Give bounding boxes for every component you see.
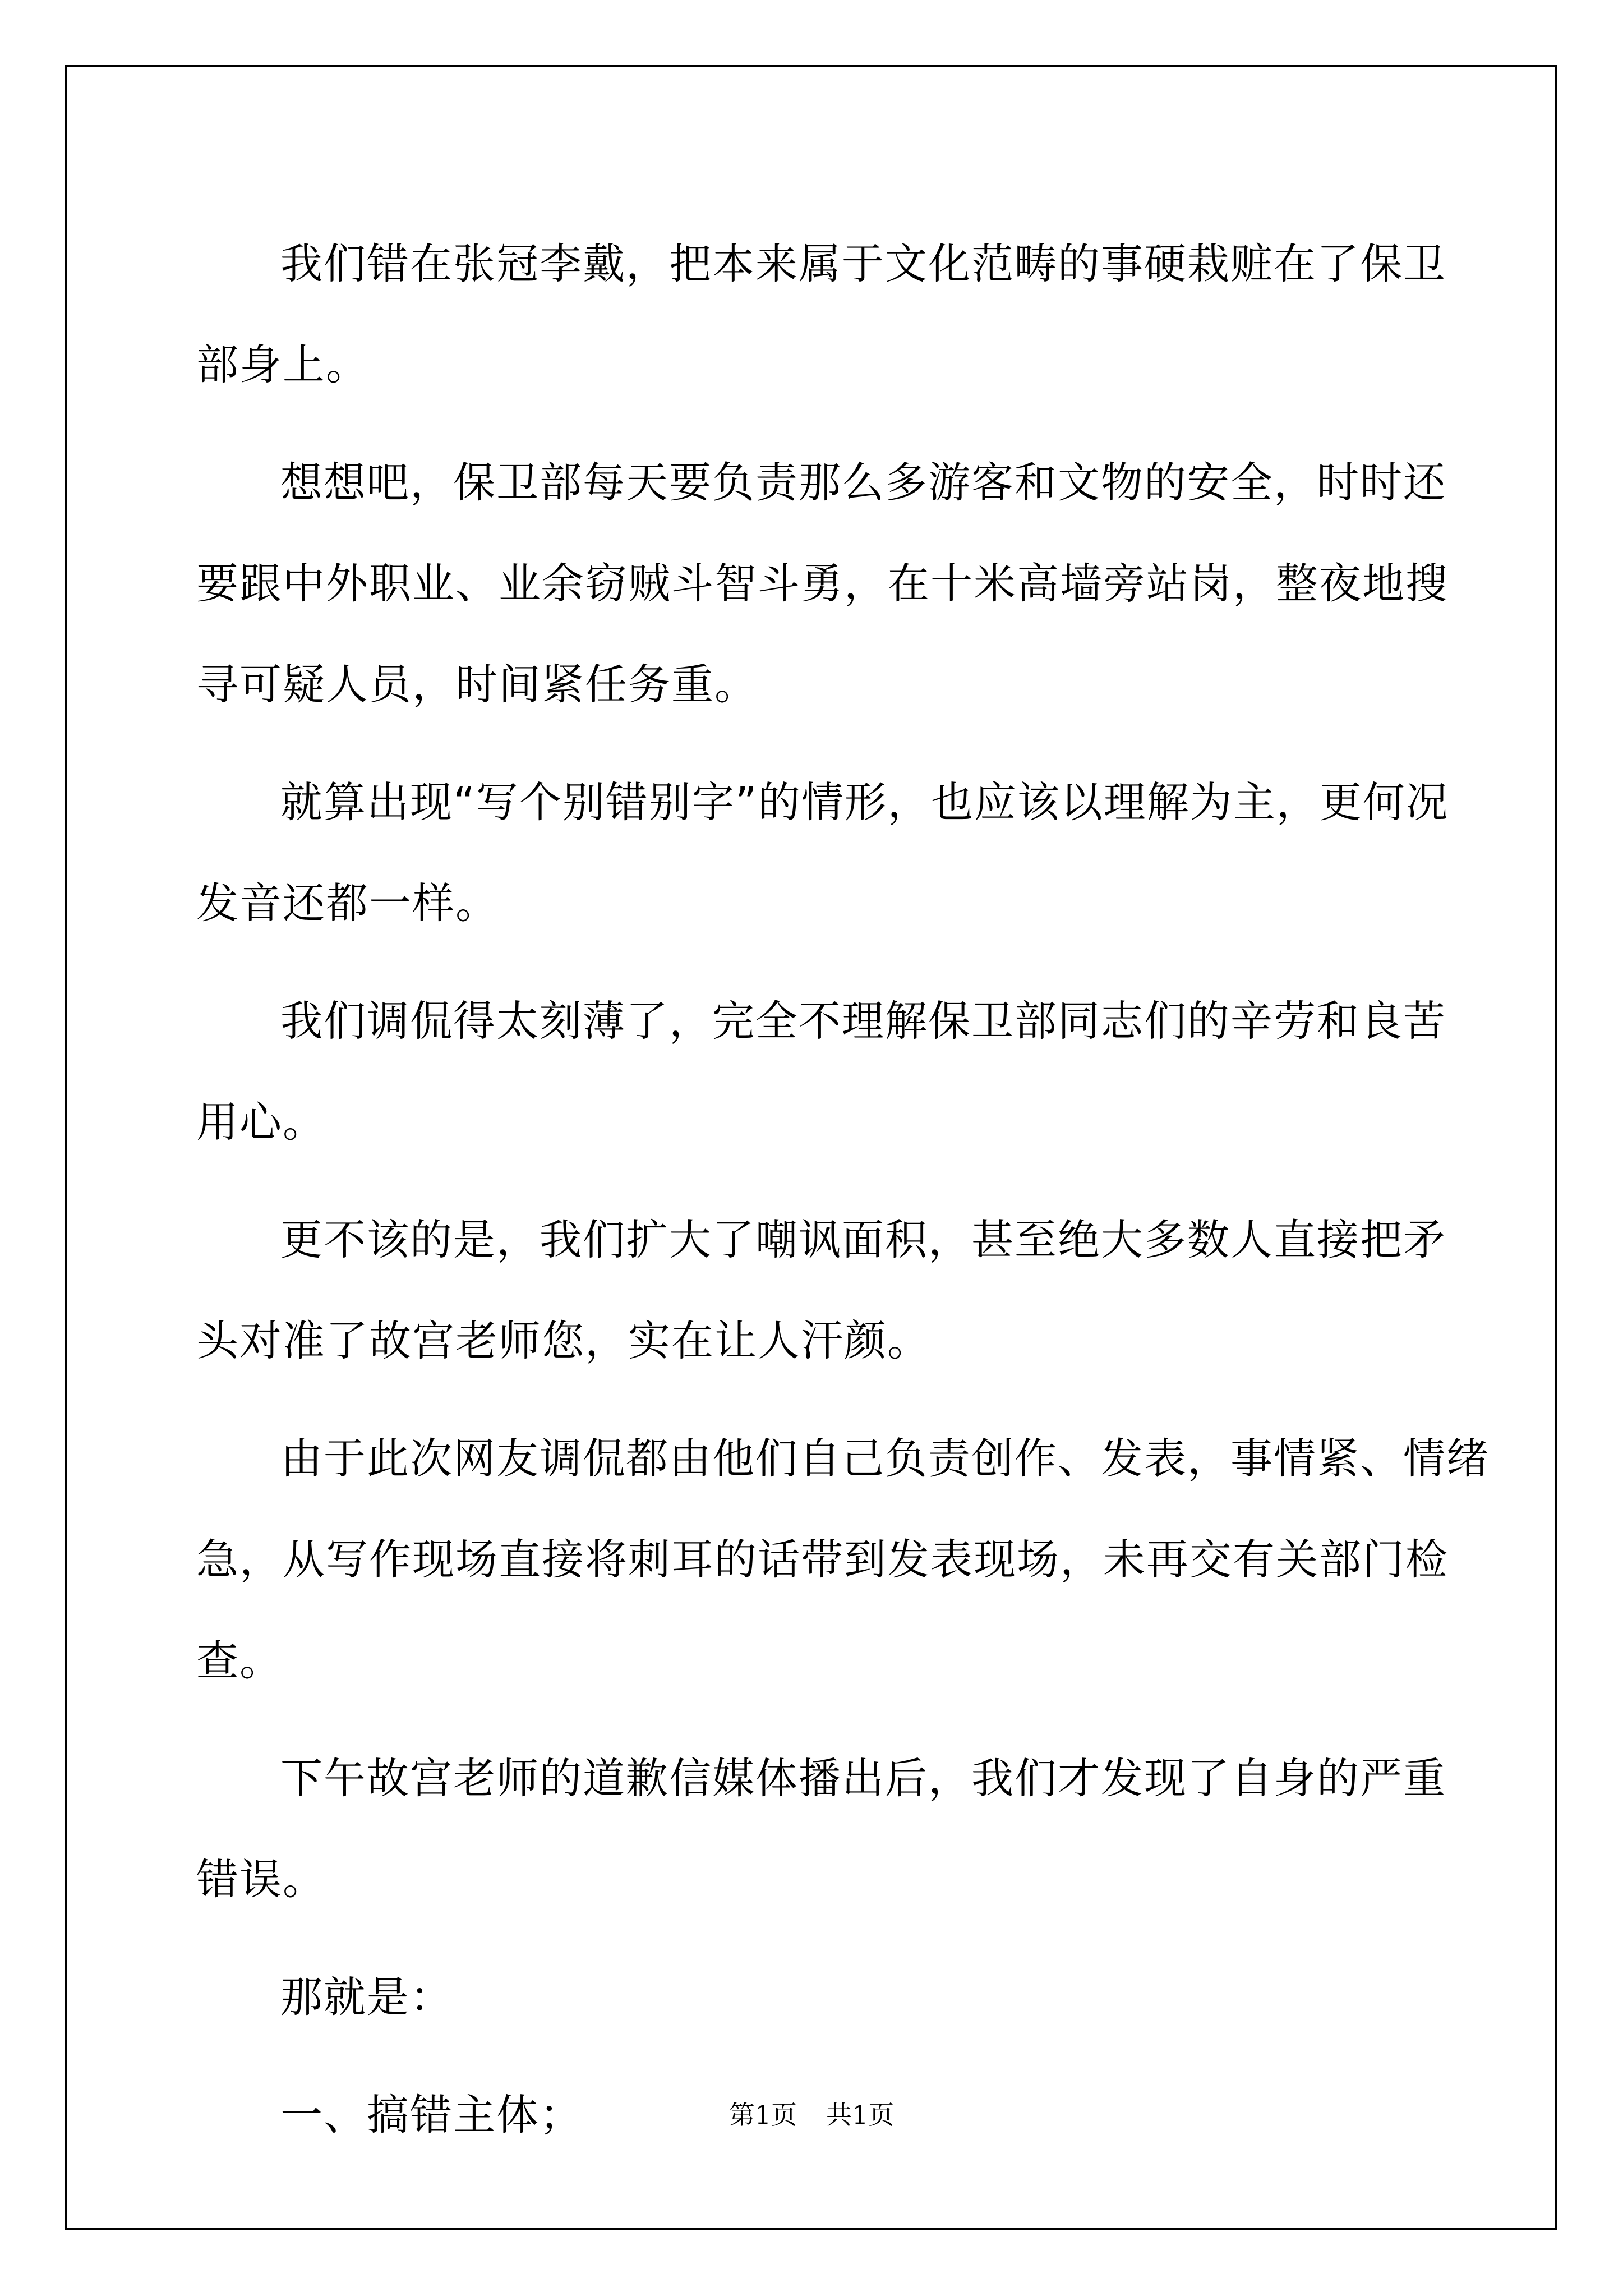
paragraph: 我们调侃得太刻薄了，完全不理解保卫部同志们的辛劳和良苦用心。: [196, 996, 1447, 1147]
paragraph: 一、搞错主体；: [280, 2090, 583, 2139]
paragraph: 就算出现“写个别错别字”的情形，也应该以理解为主，更何况发音还都一样。: [196, 777, 1449, 928]
page-number: 第1页: [728, 2100, 797, 2130]
page-total: 共1页: [826, 2100, 895, 2130]
paragraph: 那就是：: [280, 1972, 454, 2022]
paragraph: 想想吧，保卫部每天要负责那么多游客和文物的安全，时时还要跟中外职业、业余窃贼斗智斗勇，在十米高墙旁站岗，整夜地搜寻可疑人员，时间紧任务重。: [196, 458, 1449, 709]
page-footer: [0, 2098, 1623, 2132]
document-body: [196, 213, 1490, 2182]
paragraph: 更不该的是，我们扩大了嘲讽面积，甚至绝大多数人直接把矛头对准了故宫老师您，实在让人汗颜。: [196, 1215, 1447, 1365]
paragraph: 下午故宫老师的道歉信媒体播出后，我们才发现了自身的严重错误。: [196, 1754, 1447, 1904]
paragraph: 我们错在张冠李戴，把本来属于文化范畴的事硬栽赃在了保卫部身上。: [196, 239, 1447, 389]
paragraph: 由于此次网友调侃都由他们自己负责创作、发表，事情紧、情绪急，从写作现场直接将刺耳的话带到发表现场，未再交有关部门检查。: [196, 1434, 1490, 1685]
